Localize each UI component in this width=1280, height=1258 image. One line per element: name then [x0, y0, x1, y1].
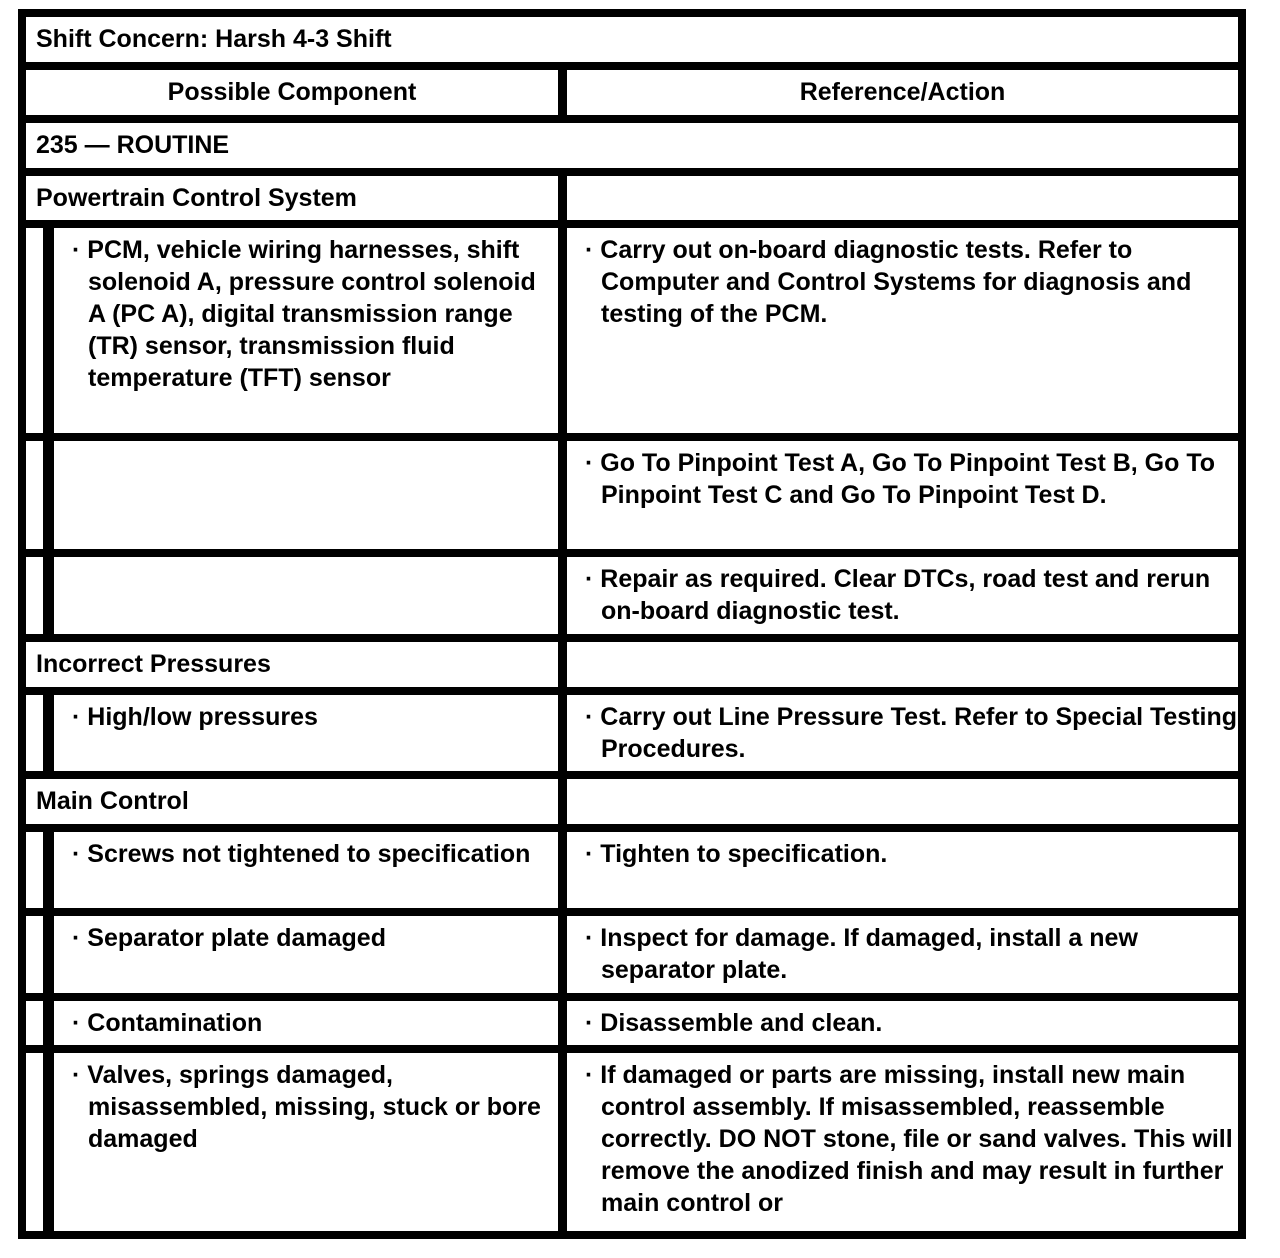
row-indent: [26, 441, 43, 549]
row-component: [54, 441, 558, 549]
row-indent: [26, 916, 43, 993]
row-component: [54, 557, 558, 634]
routine-label: 235 — ROUTINE: [26, 123, 1238, 168]
row-action: · If damaged or parts are missing, install new main control assembly. If misassembled, reassemble correctly. DO NOT stone, file or sand valves. This will remove the anodized finish and may result in further main control or: [567, 1053, 1238, 1231]
row-component: · Valves, springs damaged, misassembled, missing, stuck or bore damaged: [54, 1053, 558, 1231]
table-title: Shift Concern: Harsh 4-3 Shift: [26, 17, 1238, 62]
row-action: · Carry out on-board diagnostic tests. Refer to Computer and Control Systems for diagnosis and testing of the PCM.: [567, 228, 1238, 433]
group-header-action-blank: [567, 779, 1238, 824]
row-component: · Contamination: [54, 1001, 558, 1045]
row-action: · Inspect for damage. If damaged, install a new separator plate.: [567, 916, 1238, 993]
row-indent: [26, 228, 43, 433]
row-component: · High/low pressures: [54, 695, 558, 771]
group-header-powertrain: Powertrain Control System: [26, 176, 558, 220]
row-action: · Disassemble and clean.: [567, 1001, 1238, 1045]
row-action: · Repair as required. Clear DTCs, road test and rerun on-board diagnostic test.: [567, 557, 1238, 634]
row-component: · Separator plate damaged: [54, 916, 558, 993]
row-indent: [26, 1053, 43, 1231]
row-indent: [26, 832, 43, 908]
row-indent: [26, 557, 43, 634]
row-action: · Go To Pinpoint Test A, Go To Pinpoint Test B, Go To Pinpoint Test C and Go To Pinpoint Test D.: [567, 441, 1238, 549]
row-component: · Screws not tightened to specification: [54, 832, 558, 908]
row-indent: [26, 1001, 43, 1045]
row-action: · Tighten to specification.: [567, 832, 1238, 908]
diagnosis-table: [18, 9, 1246, 1239]
group-header-action-blank: [567, 642, 1238, 687]
row-component: · PCM, vehicle wiring harnesses, shift solenoid A, pressure control solenoid A (PC A), digital transmission range (TR) sensor, transmission fluid temperature (TFT) sensor: [54, 228, 558, 433]
group-header-main-control: Main Control: [26, 779, 558, 824]
column-header-component: Possible Component: [26, 70, 558, 115]
group-header-incorrect-pressures: Incorrect Pressures: [26, 642, 558, 687]
group-header-action-blank: [567, 176, 1238, 220]
row-indent: [26, 695, 43, 771]
row-action: · Carry out Line Pressure Test. Refer to Special Testing Procedures.: [567, 695, 1238, 771]
column-header-action: Reference/Action: [567, 70, 1238, 115]
